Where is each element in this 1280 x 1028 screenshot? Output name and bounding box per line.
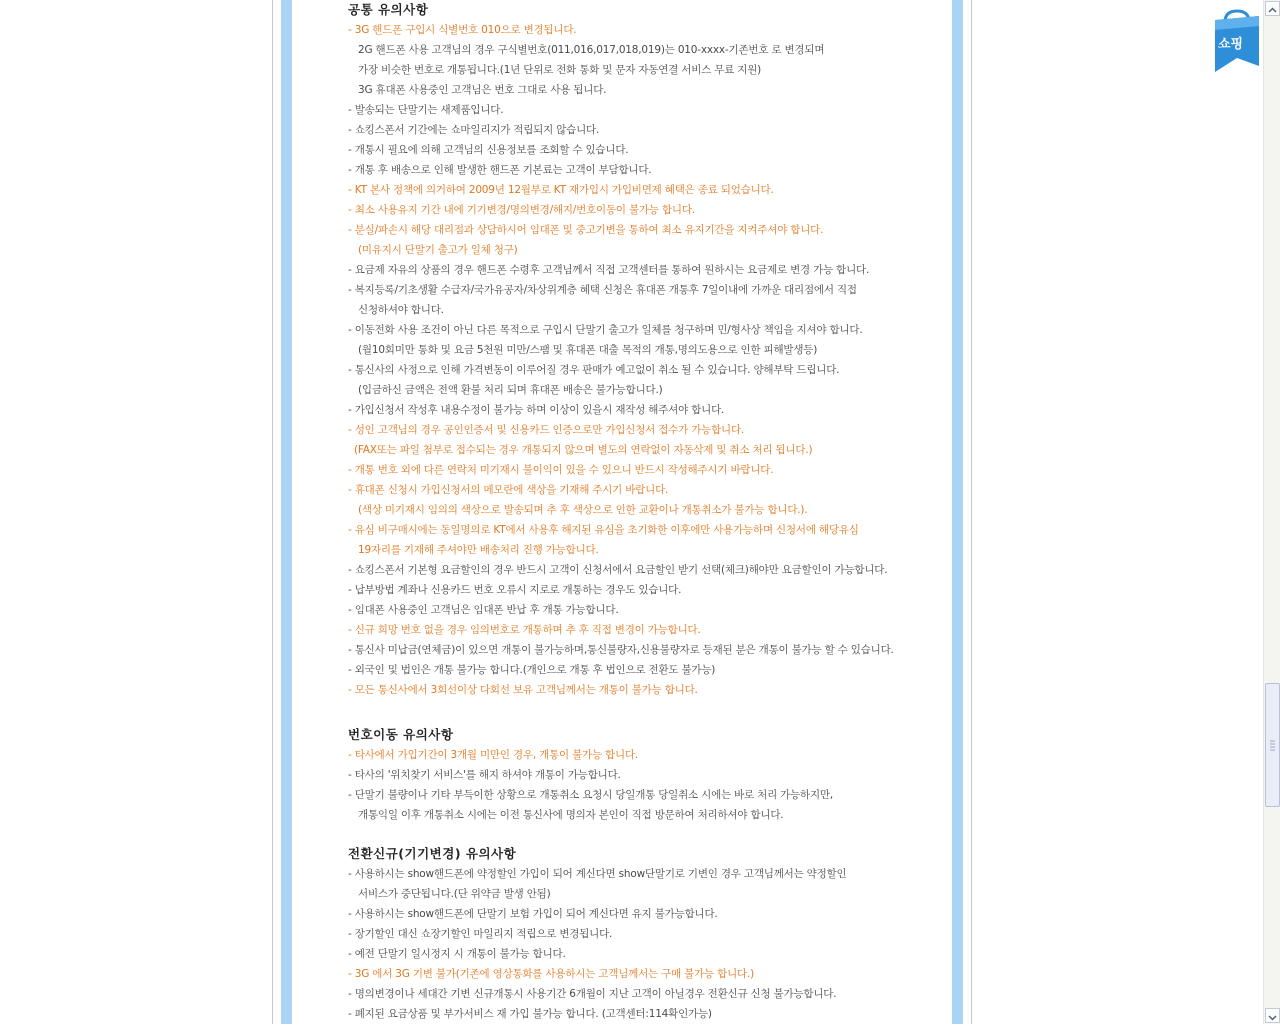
notice-line: - 폐지된 요금상품 및 부가서비스 재 가입 불가능 합니다. (고객센터:114확인가능) — [348, 1008, 712, 1020]
section-title-device-change: 전환신규(기기변경) 유의사항 — [348, 846, 517, 861]
notice-line: - 성인 고객님의 경우 공인인증서 및 신용카드 인증으로만 가입신청서 접수가 가능합니다. — [348, 424, 745, 436]
notice-line: 2G 핸드폰 사용 고객님의 경우 구식별번호(011,016,017,018,019)는 010-xxxx-기존번호 로 변경되며 — [358, 44, 825, 56]
notice-line: - 통신사의 사정으로 인해 가격변동이 이루어질 경우 판매가 예고없이 취소 될 수 있습니다. 양해부탁 드립니다. — [348, 364, 840, 376]
scroll-up-button[interactable] — [1265, 1, 1280, 16]
notice-line: - 통신사 미납금(연체금)이 있으면 개통이 불가능하며,통신불량자,신용불량자로 등재된 분은 개통이 불가능 할 수 있습니다. — [348, 644, 894, 656]
notice-line: - 복지등록/기초생활 수급자/국가유공자/차상위계층 혜택 신청은 휴대폰 개통후 7일이내에 가까운 대리점에서 직접 — [348, 284, 857, 296]
notice-line: 개통익일 이후 개통취소 시에는 이전 통신사에 명의자 본인이 직접 방문하여 처리하셔야 합니다. — [358, 809, 784, 821]
notice-line: (입금하신 금액은 전액 환불 처리 되며 휴대폰 배송은 불가능합니다.) — [358, 384, 663, 396]
notice-line: 가장 비슷한 번호로 개통됩니다.(1년 단위로 전화 통화 및 문자 자동연결 서비스 무료 지원) — [358, 64, 762, 76]
notice-line: - 3G 에서 3G 기변 불가(기존에 영상통화를 사용하시는 고객님께서는 구매 불가능 합니다.) — [348, 968, 754, 980]
notice-line: (FAX또는 파일 첨부로 접수되는 경우 개통되지 않으며 별도의 연락없이 자동삭제 및 취소 처리 됩니다.) — [354, 444, 813, 456]
notice-line: - 타사에서 가입기간이 3개월 미만인 경우, 개통이 불가능 합니다. — [348, 749, 639, 761]
notice-line: - 예전 단말기 일시정지 시 개통이 불가능 합니다. — [348, 948, 566, 960]
notice-line: - 이동전화 사용 조건이 아닌 다른 목적으로 구입시 단말기 출고가 일체를 청구하며 민/형사상 책임을 지셔야 합니다. — [348, 324, 863, 336]
notice-line: - 외국인 및 법인은 개통 불가능 합니다.(개인으로 개통 후 법인으로 전환도 불가능) — [348, 664, 716, 676]
notice-line: - 명의변경이나 세대간 기변 신규개통시 사용기간 6개월이 지난 고객이 아닐경우 전환신규 신청 불가능합니다. — [348, 988, 837, 1000]
section-number-porting — [348, 725, 948, 825]
notice-line: (미유지시 단말기 출고가 일체 청구) — [358, 244, 518, 256]
shopping-badge[interactable] — [1213, 8, 1263, 74]
arrow-down-icon — [1266, 1011, 1279, 1024]
section-title-common: 공통 유의사항 — [348, 2, 429, 17]
left-rail-decoration — [281, 0, 292, 1024]
notice-line: (월10회미만 통화 및 요금 5천원 미만/스팸 및 휴대폰 대출 목적의 개통,명의도용으로 인한 피해발생등) — [358, 344, 818, 356]
notice-line: - 사용하시는 show핸드폰에 단말기 보험 가입이 되어 계신다면 유지 불가능합니다. — [348, 908, 718, 920]
scroll-down-button[interactable] — [1265, 1008, 1280, 1023]
notice-line: 19자리를 기재해 주셔야만 배송처리 진행 가능합니다. — [358, 544, 599, 556]
notice-line: - 사용하시는 show핸드폰에 약정할인 가입이 되어 계신다면 show단말기로 기변인 경우 고객님께서는 약정할인 — [348, 868, 847, 880]
section-lines-device-change — [348, 864, 948, 1024]
notice-line: - 쇼킹스폰서 기본형 요금할인의 경우 반드시 고객이 신청서에서 요금할인 받기 선택(체크)해야만 요금할인이 가능합니다. — [348, 564, 888, 576]
section-device-change — [348, 844, 948, 1024]
section-lines-common — [348, 20, 948, 700]
notice-line: - 개통 번호 외에 다른 연락처 미기재시 불이익이 있을 수 있으니 반드시 작성해주시기 바랍니다. — [348, 464, 774, 476]
notice-line: - 납부방법 계좌나 신용카드 번호 오류시 지로로 개통하는 경우도 있습니다. — [348, 584, 682, 596]
notice-line: - KT 본사 정책에 의거하여 2009년 12월부로 KT 재가입시 가입비면제 혜택은 종료 되었습니다. — [348, 184, 774, 196]
notice-line: - 분실/파손시 해당 대리점과 상담하시어 임대폰 및 중고기변을 통하여 최소 유지기간을 지켜주셔야 합니다. — [348, 224, 824, 236]
arrow-up-icon — [1266, 4, 1279, 17]
notice-line: - 타사의 '위치찾기 서비스'를 해지 하셔야 개통이 가능합니다. — [348, 769, 621, 781]
notice-line: 서비스가 중단됩니다.(단 위약금 발생 안됨) — [358, 888, 551, 900]
section-title-number-porting: 번호이동 유의사항 — [348, 727, 454, 742]
notice-line: - 유심 비구매시에는 동일명의로 KT에서 사용후 해지된 유심을 초기화한 이후에만 사용가능하며 신청서에 해당유심 — [348, 524, 859, 536]
section-common — [348, 0, 948, 700]
notice-line: - 단말기 불량이나 기타 부득이한 상황으로 개통취소 요청시 당일개통 당일취소 시에는 바로 처리 가능하지만, — [348, 789, 834, 801]
notice-line: - 개통시 필요에 의해 고객님의 신용정보를 조회할 수 있습니다. — [348, 144, 629, 156]
section-lines-number-porting — [348, 745, 948, 825]
notice-line: - 장기할인 대신 쇼장기할인 마일리지 적립으로 변경됩니다. — [348, 928, 613, 940]
shopping-bag-icon — [1213, 8, 1263, 74]
notice-panel — [272, 0, 972, 1024]
notice-line: - 3G 핸드폰 구입시 식별번호 010으로 변경됩니다. — [348, 24, 577, 36]
notice-line: - 요금제 자유의 상품의 경우 핸드폰 수령후 고객님께서 직접 고객센터를 통하여 원하시는 요금제로 변경 가능 합니다. — [348, 264, 870, 276]
notice-content — [348, 0, 948, 1024]
notice-line: - 가입신청서 작성후 내용수정이 불가능 하며 이상이 있을시 재작성 해주셔야 합니다. — [348, 404, 725, 416]
scroll-thumb[interactable] — [1265, 683, 1280, 807]
notice-line: - 모든 통신사에서 3회선이상 다회선 보유 고객님께서는 개통이 불가능 합니다. — [348, 684, 698, 696]
notice-line: 신청하셔야 합니다. — [358, 304, 444, 316]
notice-line: - 신규 희망 번호 없을 경우 임의번호로 개통하며 추 후 직접 변경이 가능합니다. — [348, 624, 701, 636]
notice-line: - 쇼킹스폰서 기간에는 쇼마일리지가 적립되지 않습니다. — [348, 124, 600, 136]
shopping-badge-label: 쇼핑 — [1218, 37, 1244, 52]
notice-line: - 휴대폰 신청시 가입신청서의 메모란에 색상을 기재해 주시기 바랍니다. — [348, 484, 669, 496]
notice-line: - 개통 후 배송으로 인해 발생한 핸드폰 기본료는 고객이 부담합니다. — [348, 164, 652, 176]
notice-line: (색상 미기재시 임의의 색상으로 발송되며 추 후 색상으로 인한 교환이나 개통취소가 불가능 합니다.). — [358, 504, 808, 516]
right-rail-decoration — [952, 0, 963, 1024]
grip-icon — [1266, 684, 1279, 806]
vertical-scrollbar[interactable] — [1263, 0, 1280, 1024]
notice-line: - 발송되는 단말기는 새제품입니다. — [348, 104, 504, 116]
notice-line: 3G 휴대폰 사용중인 고객님은 번호 그대로 사용 됩니다. — [358, 84, 607, 96]
notice-line: - 최소 사용유지 기간 내에 기기변경/명의변경/해지/번호이동이 불가능 합니다. — [348, 204, 695, 216]
notice-line: - 임대폰 사용중인 고객님은 임대폰 반납 후 개통 가능합니다. — [348, 604, 619, 616]
